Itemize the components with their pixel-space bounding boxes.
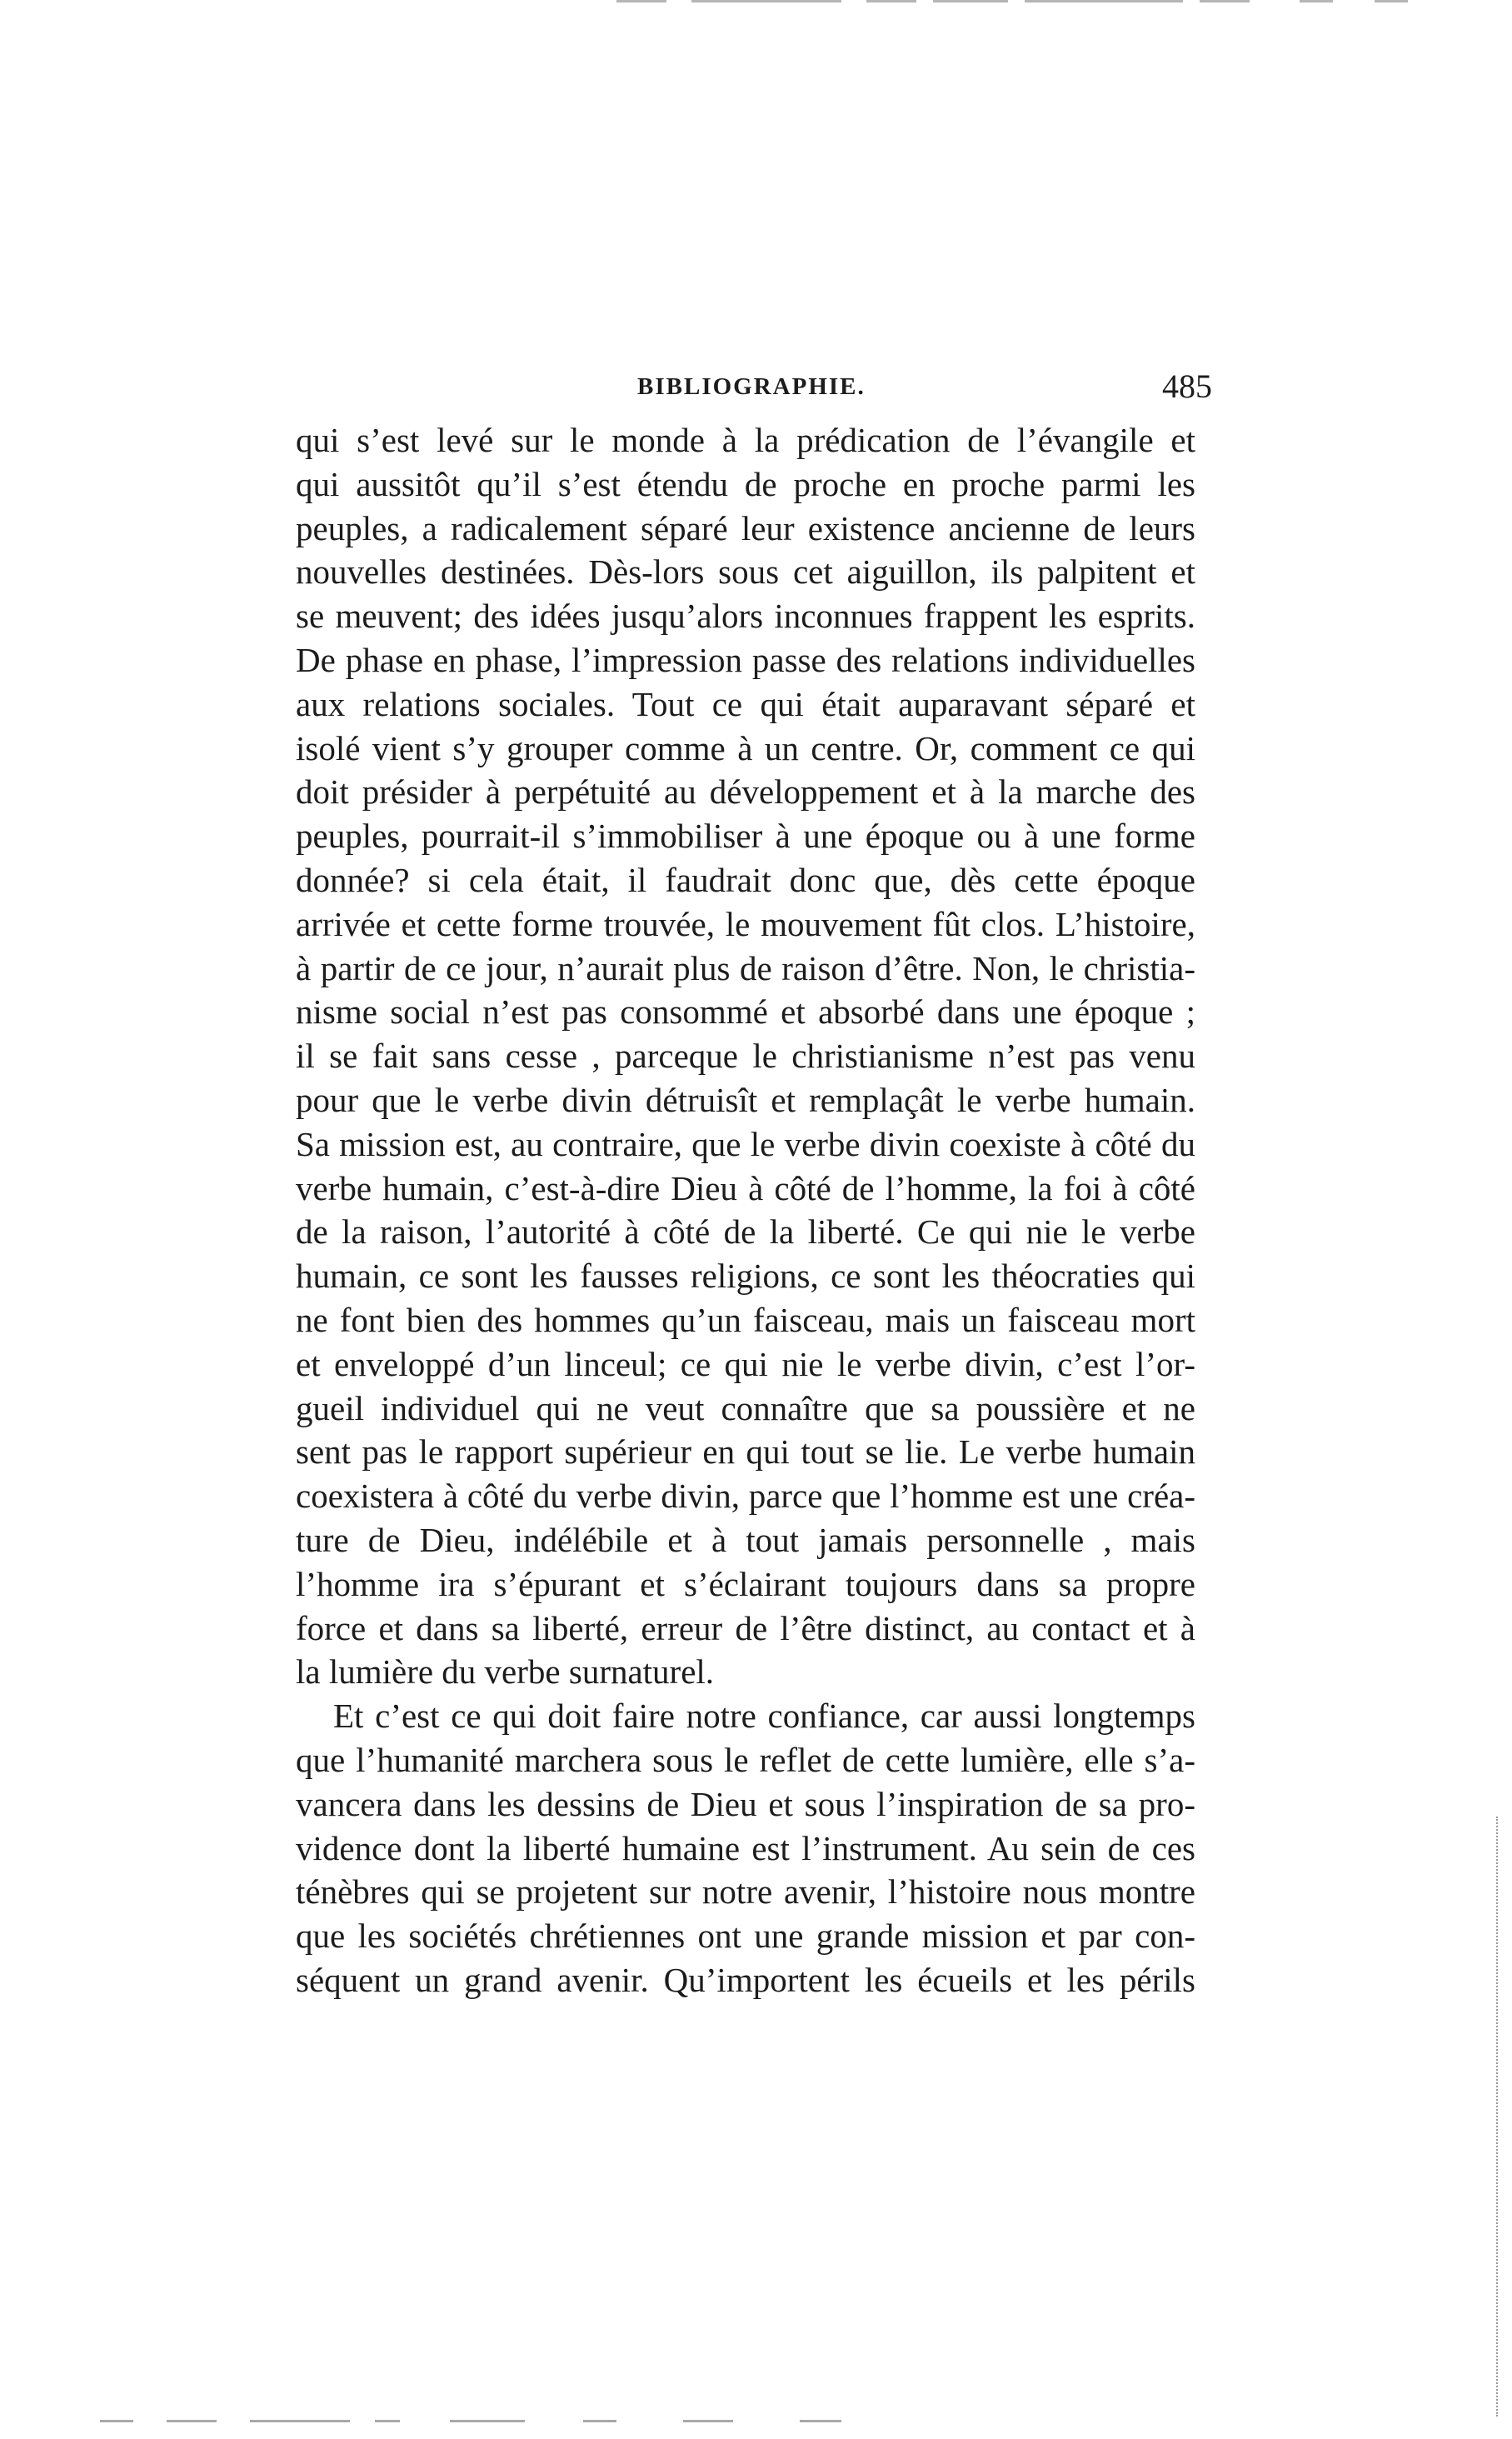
text-line: doit présider à perpétuité au développement et à la marche des [296, 772, 1195, 812]
right-scan-edge [1496, 1817, 1503, 2417]
text-line: la lumière du verbe surnaturel. [296, 1652, 715, 1692]
text-line: coexistera à côté du verbe divin, parce que l’homme est une créa- [296, 1477, 1195, 1516]
top-scan-edge [0, 0, 1512, 7]
text-line: humain, ce sont les fausses religions, ce sont les théocraties qui [296, 1257, 1195, 1296]
text-line: qui aussitôt qu’il s’est étendu de proche en proche parmi les [296, 464, 1195, 503]
page-number: 485 [1162, 367, 1212, 405]
text-line: séquent un grand avenir. Qu’importent les écueils et les périls [296, 1960, 1195, 1999]
text-line: que les sociétés chrétiennes ont une grande mission et par con- [296, 1917, 1195, 1956]
text-line: sent pas le rapport supérieur en qui tout se lie. Le verbe humain [296, 1432, 1195, 1472]
text-line: Sa mission est, au contraire, que le verbe divin coexiste à côté du [296, 1124, 1195, 1163]
body-text [296, 418, 1195, 2002]
text-line: nouvelles destinées. Dès-lors sous cet aiguillon, ils palpitent et [296, 552, 1195, 592]
running-title: BIBLIOGRAPHIE. [637, 373, 866, 400]
text-line: ténèbres qui se projetent sur notre avenir, l’histoire nous montre [296, 1872, 1195, 1912]
text-line: se meuvent; des idées jusqu’alors inconnues frappent les esprits. [296, 597, 1195, 636]
text-line: qui s’est levé sur le monde à la prédication de l’évangile et [296, 421, 1195, 459]
text-line: pour que le verbe divin détruisît et remplaçât le verbe humain. [296, 1080, 1195, 1119]
text-line: et enveloppé d’un linceul; ce qui nie le verbe divin, c’est l’or- [296, 1344, 1195, 1383]
text-line: isolé vient s’y grouper comme à un centre. Or, comment ce qui [296, 728, 1195, 767]
text-line: de la raison, l’autorité à côté de la liberté. Ce qui nie le verbe [296, 1212, 1195, 1252]
text-line: peuples, a radicalement séparé leur existence ancienne de leurs [296, 508, 1195, 547]
text-line: donnée? si cela était, il faudrait donc que, dès cette époque [296, 860, 1195, 899]
bottom-scan-edge [0, 2417, 1512, 2425]
paragraph-2 [296, 1694, 1195, 2002]
text-line: ne font bien des hommes qu’un faisceau, mais un faisceau mort [296, 1300, 1195, 1339]
text-line: De phase en phase, l’impression passe des relations individuelles [296, 640, 1195, 679]
text-line: vancera dans les dessins de Dieu et sous l’inspiration de sa pro- [296, 1784, 1195, 1823]
text-line: vidence dont la liberté humaine est l’instrument. Au sein de ces [296, 1828, 1195, 1867]
text-line: il se fait sans cesse , parceque le christianisme n’est pas venu [296, 1037, 1195, 1076]
text-line: à partir de ce jour, n’aurait plus de raison d’être. Non, le christia- [296, 948, 1195, 987]
paragraph-1 [296, 418, 1195, 1694]
text-line: l’homme ira s’épurant et s’éclairant toujours dans sa propre [296, 1564, 1195, 1603]
text-line: que l’humanité marchera sous le reflet de cette lumière, elle s’a- [296, 1740, 1195, 1779]
running-head [296, 367, 1212, 408]
text-line: verbe humain, c’est-à-dire Dieu à côté de l’homme, la foi à côté [296, 1168, 1195, 1207]
text-line: Et c’est ce qui doit faire notre confiance, car aussi longtemps [333, 1697, 1195, 1736]
text-line: nisme social n’est pas consommé et absorbé dans une époque ; [296, 992, 1195, 1032]
text-line: aux relations sociales. Tout ce qui était auparavant séparé et [296, 684, 1195, 723]
text-line: ture de Dieu, indélébile et à tout jamais personnelle , mais [296, 1520, 1195, 1559]
text-line: force et dans sa liberté, erreur de l’être distinct, au contact et à [296, 1608, 1195, 1647]
text-line: gueil individuel qui ne veut connaître que sa poussière et ne [296, 1388, 1195, 1427]
text-line: arrivée et cette forme trouvée, le mouvement fût clos. L’histoire, [296, 904, 1195, 943]
text-line: peuples, pourrait-il s’immobiliser à une époque ou à une forme [296, 817, 1195, 856]
